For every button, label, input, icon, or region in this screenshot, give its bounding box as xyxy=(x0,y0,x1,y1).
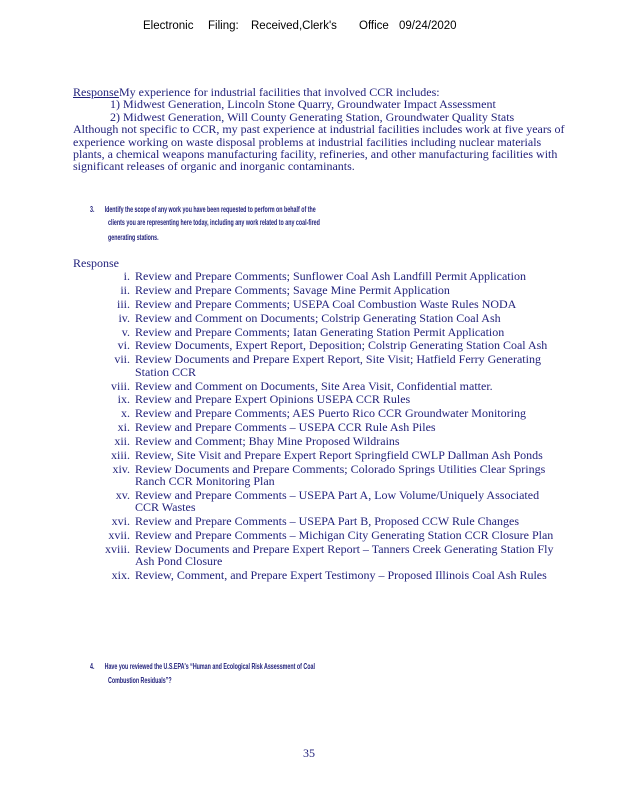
list-item xyxy=(0,326,565,338)
list-item xyxy=(0,489,565,514)
experience-item-1: 1) Midwest Generation, Lincoln Stone Quarry, Groundwater Impact Assessment xyxy=(110,97,496,112)
list-item-text: Review and Comment; Bhay Mine Proposed Wildrains xyxy=(135,434,400,449)
list-item-number: xii. xyxy=(114,434,130,449)
question-3-text-3: generating stations. xyxy=(108,232,159,242)
list-item-number: xiii. xyxy=(110,447,130,462)
list-item xyxy=(0,543,565,568)
response-intro: My experience for industrial facilities that involved CCR includes: xyxy=(119,85,440,99)
response-label: Response xyxy=(73,85,119,99)
scope-list xyxy=(0,270,565,583)
list-item xyxy=(0,393,565,405)
list-item-text: Review Documents, Expert Report, Deposition; Colstrip Generating Station Coal Ash xyxy=(135,338,548,353)
list-item-text: Review and Prepare Comments – USEPA Part A, Low Volume/Uniquely Associated CCR Wastes xyxy=(135,488,540,515)
list-item-number: viii. xyxy=(110,378,130,393)
list-item-text: Review and Prepare Comments – USEPA Part B, Proposed CCW Rule Changes xyxy=(135,514,519,529)
question-4-text-1: Have you reviewed the U.S.EPA's “Human and Ecological Risk Assessment of Coal xyxy=(104,661,315,671)
question-3-text-2: clients you are representing here today, including any work related to any coal-fired xyxy=(108,217,320,227)
list-item-text: Review and Prepare Comments; Iatan Generating Station Permit Application xyxy=(135,324,505,339)
list-item-number: xiv. xyxy=(112,461,130,476)
list-item xyxy=(0,284,565,296)
list-item xyxy=(0,270,565,282)
list-item-text: Review Documents and Prepare Expert Report, Site Visit; Hatfield Ferry Generating Station CCR xyxy=(135,352,541,379)
list-item-number: ii. xyxy=(120,282,130,297)
list-item xyxy=(0,463,565,488)
list-item xyxy=(0,421,565,433)
response-experience xyxy=(73,86,573,173)
list-item-text: Review Documents and Prepare Comments; Colorado Springs Utilities Clear Springs Ranch CCR Monitoring Plan xyxy=(135,461,546,489)
header-date: 09/24/2020 xyxy=(399,20,457,32)
list-item-text: Review and Prepare Comments; AES Puerto Rico CCR Groundwater Monitoring xyxy=(135,406,526,421)
list-item-text: Review and Prepare Expert Opinions USEPA CCR Rules xyxy=(135,392,411,407)
question-3-line-1 xyxy=(90,203,316,217)
list-item xyxy=(0,529,565,541)
list-item xyxy=(0,435,565,447)
list-item-number: xi. xyxy=(117,420,130,435)
list-item-number: xviii. xyxy=(104,542,130,557)
header-filing: Filing: xyxy=(208,20,239,32)
list-item-number: vi. xyxy=(117,338,130,353)
list-item-number: iv. xyxy=(118,310,130,325)
response-3-label: Response xyxy=(73,256,119,270)
list-item xyxy=(0,569,565,581)
list-item-number: iii. xyxy=(116,296,130,311)
list-item xyxy=(0,339,565,351)
experience-body: Although not specific to CCR, my past experience at industrial facilities includes work at five years of experience working on waste disposal problems at industrial facilities including nuclear materials plants, a chemical weapons manufacturing facility, refineries, and other manufacturing facilities with significant releases of organic and inorganic contaminants. xyxy=(73,122,565,174)
list-item-text: Review and Prepare Comments – USEPA CCR Rule Ash Piles xyxy=(135,420,436,435)
list-item-text: Review and Prepare Comments; Savage Mine Permit Application xyxy=(135,282,450,297)
list-item xyxy=(0,515,565,527)
list-item-number: v. xyxy=(121,324,130,339)
list-item-number: xv. xyxy=(115,488,130,503)
question-4-number: 4. xyxy=(90,661,95,671)
list-item xyxy=(0,407,565,419)
list-item-number: xix. xyxy=(111,568,130,583)
header-office: Office xyxy=(359,20,389,32)
list-item-number: x. xyxy=(121,406,130,421)
page-number: 35 xyxy=(303,746,315,760)
question-4-text-2: Combustion Residuals”? xyxy=(108,675,172,685)
list-item-text: Review and Prepare Comments – Michigan City Generating Station CCR Closure Plan xyxy=(135,528,554,543)
question-3-number: 3. xyxy=(90,204,95,214)
list-item-text: Review, Comment, and Prepare Expert Testimony – Proposed Illinois Coal Ash Rules xyxy=(135,568,547,583)
list-item-text: Review and Prepare Comments; USEPA Coal Combustion Waste Rules NODA xyxy=(135,296,517,311)
list-item xyxy=(0,449,565,461)
list-item-number: ix. xyxy=(117,392,130,407)
list-item-text: Review, Site Visit and Prepare Expert Report Springfield CWLP Dallman Ash Ponds xyxy=(135,447,543,462)
experience-item-2: 2) Midwest Generation, Will County Generating Station, Groundwater Quality Stats xyxy=(110,109,515,124)
list-item-text: Review and Prepare Comments; Sunflower Coal Ash Landfill Permit Application xyxy=(135,269,526,283)
header-electronic: Electronic xyxy=(143,20,194,32)
list-item-text: Review and Comment on Documents, Site Area Visit, Confidential matter. xyxy=(135,378,493,393)
list-item-number: i. xyxy=(123,269,130,283)
list-item xyxy=(0,353,565,378)
list-item xyxy=(0,312,565,324)
list-item xyxy=(0,298,565,310)
list-item-text: Review and Comment on Documents; Colstrip Generating Station Coal Ash xyxy=(135,310,501,325)
list-item-number: vii. xyxy=(114,352,130,367)
list-item xyxy=(0,380,565,392)
list-item-number: xvii. xyxy=(108,528,130,543)
question-3-text-1: Identify the scope of any work you have been requested to perform on behalf of the xyxy=(104,204,316,214)
header-received: Received,Clerk's xyxy=(251,20,337,32)
list-item-number: xvi. xyxy=(111,514,130,529)
question-4-line-1 xyxy=(90,660,315,674)
list-item-text: Review Documents and Prepare Expert Report – Tanners Creek Generating Station Fly Ash Pond Closure xyxy=(135,542,554,569)
